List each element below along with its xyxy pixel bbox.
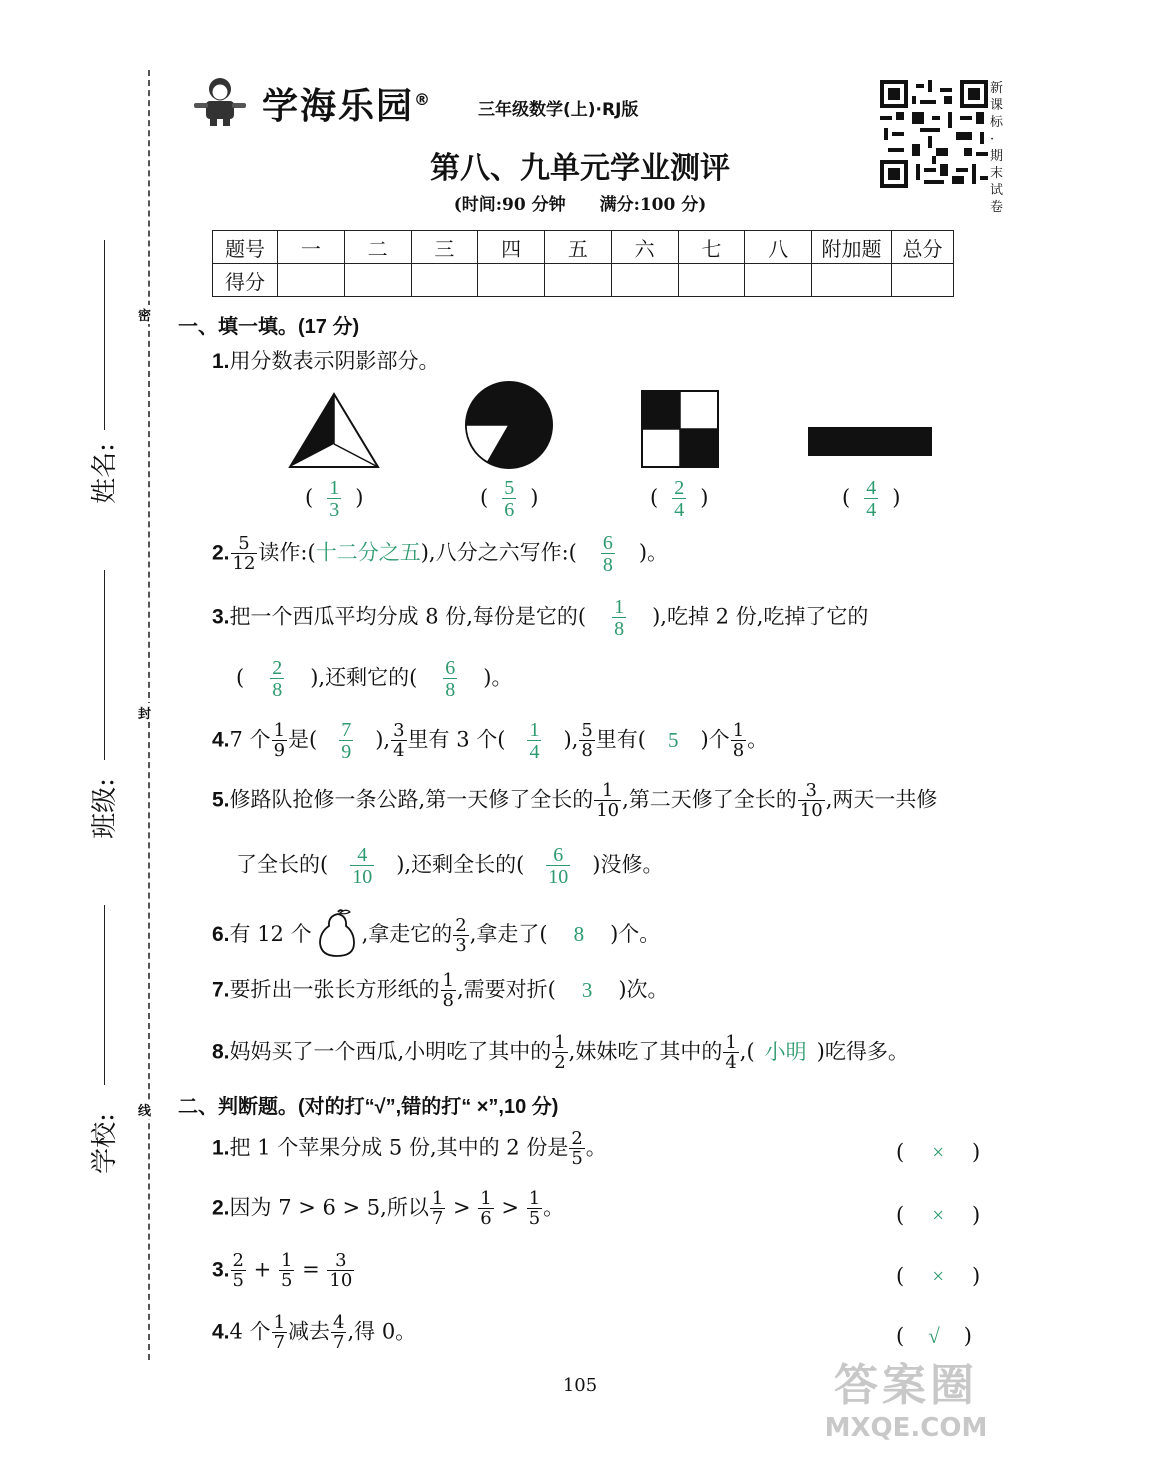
q1-answer-3: ( $\frac{2}{4}$ ) (650, 477, 709, 521)
table-cell: 一 (278, 231, 345, 264)
seal-char-feng: 封 (138, 703, 151, 722)
question-2-3: 3. $\frac{2}{5}$ + $\frac{1}{5}$ = $\frac{3}{10}$ (212, 1250, 353, 1291)
question-2-1: 1.把 1 个苹果分成 5 份,其中的 2 份是 $\frac{2}{5}$ 。 (212, 1128, 607, 1169)
class-field[interactable] (84, 570, 144, 850)
name-field[interactable] (84, 240, 144, 520)
seal-char-xian: 线 (138, 1100, 151, 1119)
brand-name: 学海乐园® (262, 86, 433, 127)
question-1-5: 5.修路队抢修一条公路,第一天修了全长的 $\frac{1}{10}$ ,第二天修了全长的 $\frac{3}{10}$ ,两天一共修 (212, 780, 938, 821)
score-cell[interactable] (344, 264, 411, 297)
score-cell[interactable] (678, 264, 745, 297)
q1-answer-4: ( $\frac{4}{4}$ ) (842, 477, 901, 521)
score-cell[interactable] (745, 264, 812, 297)
seal-char-mi: 密 (138, 305, 151, 324)
table-cell: 三 (411, 231, 478, 264)
question-1-8: 8.妈妈买了一个西瓜,小明吃了其中的 $\frac{1}{2}$ ,妹妹吃了其中的 $\frac{1}{4}$ ,( 小明 )吃得多。 (212, 1032, 909, 1073)
answer[interactable]: $\frac{6}{8}$ (602, 532, 613, 576)
answer[interactable]: $\frac{4}{10}$ (352, 844, 373, 888)
name-label: 姓名: (89, 443, 120, 504)
question-1-1 (212, 345, 440, 375)
question-2-2: 2.因为 7 > 6 > 5,所以 $\frac{1}{7}$ > $\frac{1}{6}$ > $\frac{1}{5}$ 。 (212, 1188, 565, 1229)
answer[interactable]: $\frac{6}{10}$ (548, 844, 569, 888)
score-cell[interactable] (892, 264, 954, 297)
question-2-4: 4.4 个 $\frac{1}{7}$ 减去 $\frac{4}{7}$ ,得 0。 (212, 1312, 417, 1353)
table-cell: 七 (678, 231, 745, 264)
answer[interactable]: 8 (573, 922, 585, 946)
square-shape (641, 390, 719, 473)
answer[interactable]: $\frac{2}{8}$ (272, 657, 283, 701)
judge-answer-1[interactable]: ( × ) (896, 1140, 981, 1164)
watermark: 答案圈 MXQE.COM (824, 1360, 988, 1443)
side-text: 新课标·期末试卷 (990, 81, 1004, 215)
question-1-6: 6.有 12 个 ,拿走它的 $\frac{2}{3}$ ,拿走了( 8 )个。 (212, 908, 660, 963)
question-1-7: 7.要折出一张长方形纸的 $\frac{1}{8}$ ,需要对折( 3 )次。 (212, 970, 669, 1011)
score-cell[interactable] (812, 264, 892, 297)
section2-heading: 二、判断题。(对的打“√”,错的打“ ×”,10 分) (178, 1096, 559, 1118)
brand-mascot (190, 75, 250, 127)
score-cell[interactable] (545, 264, 612, 297)
table-cell: 得分 (213, 264, 278, 297)
answer[interactable]: $\frac{1}{8}$ (614, 596, 625, 640)
table-cell: 六 (611, 231, 678, 264)
grade-info: 三年级数学(上)·RJ版 (478, 100, 639, 120)
table-cell: 五 (545, 231, 612, 264)
question-1-5-cont: 了全长的( $\frac{4}{10}$ ),还剩全长的( $\frac{6}{10}$ )没修。 (236, 844, 664, 888)
question-text: 用分数表示阴影部分。 (229, 349, 440, 373)
answer[interactable]: $\frac{1}{4}$ (529, 719, 540, 763)
q1-answer-1: ( $\frac{1}{3}$ ) (305, 477, 364, 521)
page-title: 第八、九单元学业测评 (430, 151, 730, 186)
circle-shape (464, 380, 554, 475)
question-1-4: 4.7 个 $\frac{1}{9}$ 是( $\frac{7}{9}$ ), $\frac{3}{4}$ 里有 3 个( $\frac{1}{4}$ ), $\frac{5}{8}$ 里有( 5 )个 $\frac{1}{8}$ 。 (212, 719, 769, 763)
q1-answer-2: ( $\frac{5}{6}$ ) (480, 477, 539, 521)
section1-heading: 一、填一填。(17 分) (178, 316, 360, 338)
pear-icon (316, 908, 358, 963)
page-number: 105 (562, 1375, 598, 1396)
table-cell: 附加题 (812, 231, 892, 264)
score-cell[interactable] (478, 264, 545, 297)
table-cell: 二 (344, 231, 411, 264)
school-field[interactable] (84, 905, 144, 1185)
answer[interactable]: $\frac{6}{8}$ (445, 657, 456, 701)
score-cell[interactable] (411, 264, 478, 297)
answer[interactable]: 3 (581, 977, 593, 1002)
class-label: 班级: (89, 778, 120, 839)
score-table-score-row (213, 264, 954, 297)
answer[interactable]: 5 (667, 727, 679, 752)
answer[interactable]: 十二分之五 (315, 540, 421, 565)
triangle-shape (288, 392, 380, 475)
judge-answer-3[interactable]: ( × ) (896, 1264, 981, 1288)
score-table (212, 230, 954, 297)
bar-shape (808, 427, 932, 456)
table-cell: 题号 (213, 231, 278, 264)
table-cell: 八 (745, 231, 812, 264)
question-1-3-cont: ( $\frac{2}{8}$ ),还剩它的( $\frac{6}{8}$ )。 (236, 657, 513, 701)
score-cell[interactable] (611, 264, 678, 297)
question-1-2: 2. $\frac{5}{12}$ 读作:(十二分之五),八分之六写作:( $\frac{6}{8}$ )。 (212, 532, 669, 576)
question-number: 1. (212, 350, 230, 373)
table-cell: 四 (478, 231, 545, 264)
table-cell: 总分 (892, 231, 954, 264)
answer[interactable]: 小明 (764, 1039, 807, 1064)
judge-answer-2[interactable]: ( × ) (896, 1203, 981, 1227)
score-cell[interactable] (278, 264, 345, 297)
time-score-info: (时间:90 分钟 满分:100 分) (453, 195, 707, 215)
judge-answer-4[interactable]: ( √ ) (896, 1324, 972, 1348)
answer[interactable]: $\frac{7}{9}$ (341, 719, 352, 763)
score-table-header-row (213, 231, 954, 264)
question-1-3: 3.把一个西瓜平均分成 8 份,每份是它的( $\frac{1}{8}$ ),吃掉 2 份,吃掉了它的 (212, 596, 869, 640)
school-label: 学校: (89, 1113, 120, 1174)
